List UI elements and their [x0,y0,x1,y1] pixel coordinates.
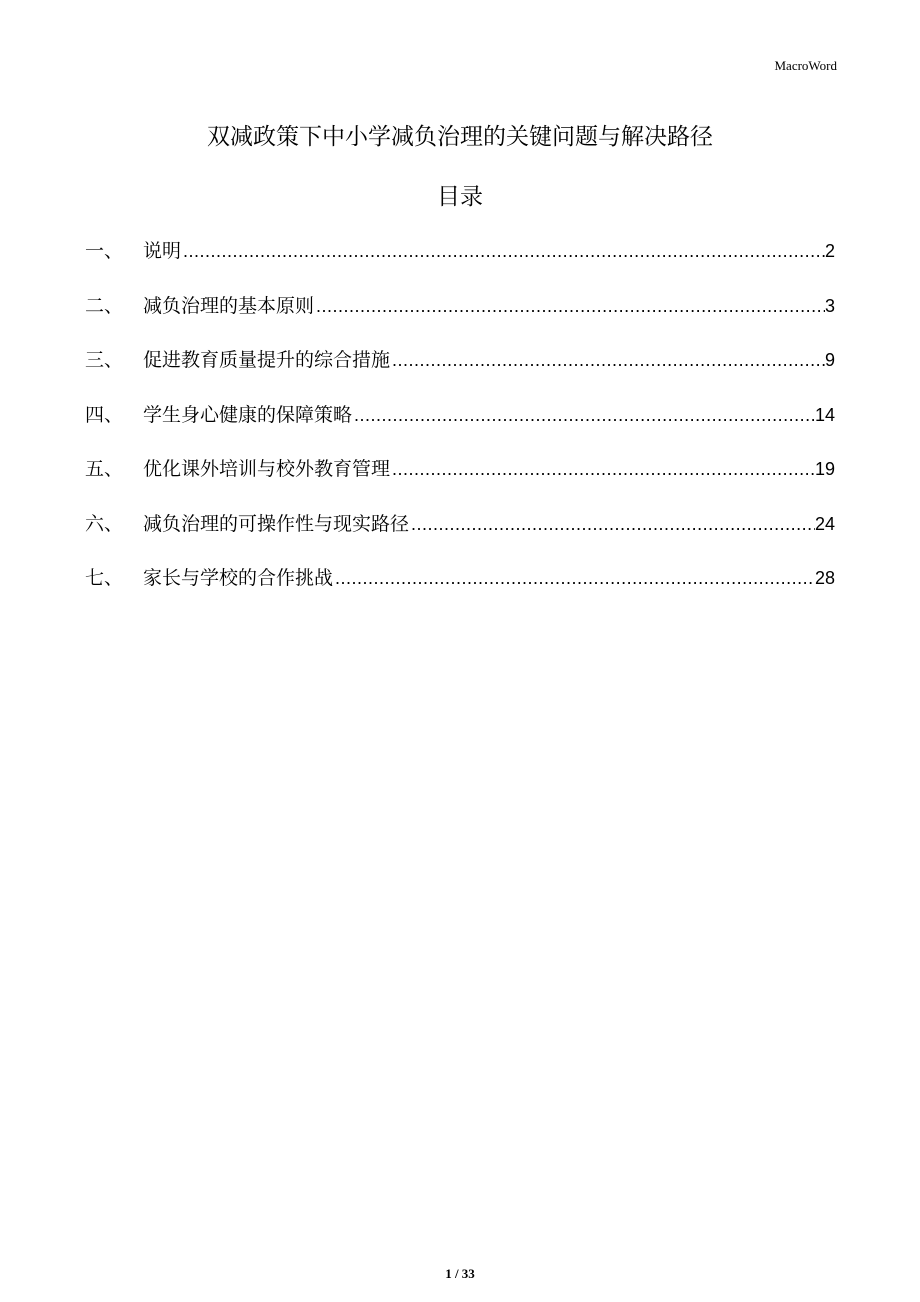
toc-entry-number: 二、 [85,294,124,317]
toc-dot-leader [392,451,815,487]
toc-entry-page: 19 [814,459,835,479]
toc-entry-number: 三、 [85,349,124,371]
toc-dot-leader [316,288,825,324]
toc-entry-title: 学生身心健康的保障策略 [143,403,353,426]
toc-entry-5[interactable] [85,451,835,506]
toc-dot-leader [411,506,815,542]
toc-dot-leader [183,233,825,269]
toc-entry-number: 一、 [85,240,124,262]
table-of-contents [85,233,835,615]
toc-entry-page: 24 [814,513,835,534]
toc-entry-3[interactable] [85,342,835,397]
toc-entry-1[interactable] [85,233,835,288]
header-label: MacroWord [774,58,837,73]
toc-dot-leader [392,342,825,378]
toc-entry-4[interactable] [85,397,835,452]
toc-entry-title: 减负治理的基本原则 [143,294,315,317]
toc-entry-number: 六、 [85,512,124,535]
toc-entry-2[interactable] [85,288,835,343]
toc-entry-number: 七、 [85,567,124,589]
toc-entry-number: 四、 [85,403,124,426]
toc-entry-page: 14 [814,404,835,425]
toc-entry-6[interactable] [85,506,835,561]
toc-entry-number: 五、 [85,458,124,480]
toc-entry-page: 3 [824,295,835,316]
toc-dot-leader [354,397,815,433]
page-indicator: 1 / 33 [445,1266,475,1281]
toc-entry-title: 促进教育质量提升的综合措施 [143,349,391,371]
toc-entry-title: 说明 [143,240,182,262]
toc-entry-title: 优化课外培训与校外教育管理 [143,458,391,480]
toc-entry-title: 减负治理的可操作性与现实路径 [143,512,410,535]
toc-entry-page: 2 [824,241,835,261]
toc-dot-leader [335,560,815,596]
toc-entry-7[interactable] [85,560,835,615]
document-title: 双减政策下中小学减负治理的关键问题与解决路径 [207,124,713,150]
toc-entry-page: 9 [824,350,835,370]
toc-entry-page: 28 [814,568,835,588]
toc-heading: 目录 [437,184,483,210]
toc-entry-title: 家长与学校的合作挑战 [143,567,334,589]
